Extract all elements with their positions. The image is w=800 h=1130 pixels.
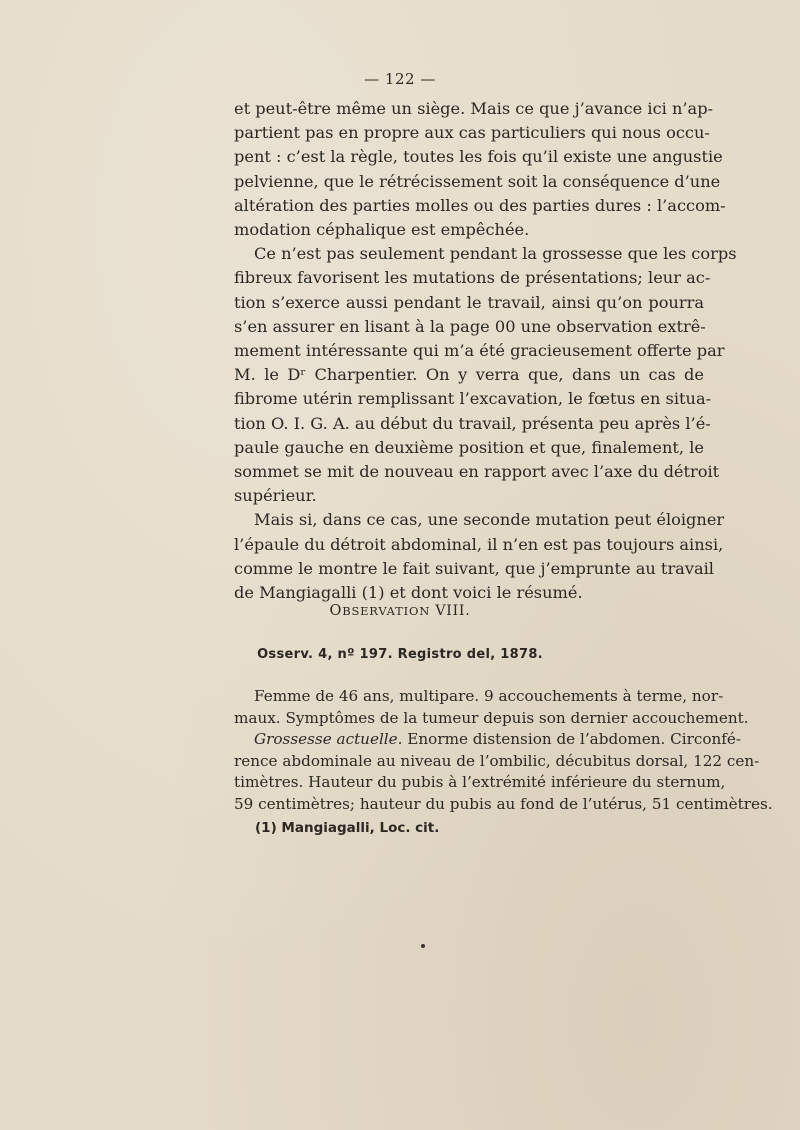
text-line: de Mangiagalli (1) et dont voici le résumé. <box>234 583 583 603</box>
observation-heading-word: BSERVATION <box>342 604 431 618</box>
observation-heading-initial: O <box>329 603 343 619</box>
observation-number: VIII. <box>435 603 471 619</box>
page-number: — 122 — <box>364 70 436 88</box>
text-line: paule gauche en deuxième position et que, finalement, le <box>234 437 704 457</box>
text-line: tion s’exerce aussi pendant le travail, ainsi qu’on pourra <box>234 292 704 312</box>
text-line: pelvienne, que le rétrécissement soit la conséquence d’une <box>234 171 721 191</box>
main-text-body <box>234 97 737 605</box>
text-line: sommet se mit de nouveau en rapport avec l’axe du détroit <box>234 462 720 482</box>
observation-line-text: timètres. Hauteur du pubis à l’extrémité inférieure du sternum, <box>234 773 726 792</box>
text-line: mement intéressante qui m’a été gracieusement offerte par <box>234 341 725 361</box>
ink-speck <box>421 944 425 948</box>
text-line: pent : c’est la règle, toutes les fois qu’il existe une angustie <box>234 147 723 167</box>
observation-reference: Osserv. 4, nº 197. Registro del, 1878. <box>257 647 543 662</box>
text-line: tion O. I. G. A. au début du travail, présenta peu après l’é- <box>234 413 711 433</box>
footnote: (1) Mangiagalli, Loc. cit. <box>255 820 440 836</box>
text-line: altération des parties molles ou des parties dures : l’accom- <box>234 195 726 215</box>
observation-line <box>234 708 749 730</box>
observation-line <box>234 751 760 773</box>
observation-subheading: Grossesse actuelle. <box>254 730 403 749</box>
text-line: Ce n’est pas seulement pendant la grossesse que les corps <box>254 244 737 264</box>
observation-line <box>234 794 773 816</box>
text-line: M. le Dʳ Charpentier. On y verra que, dans un cas de <box>234 365 704 385</box>
observation-line <box>234 686 724 708</box>
text-line: Mais si, dans ce cas, une seconde mutation peut éloigner <box>254 510 725 530</box>
text-line: partient pas en propre aux cas particuliers qui nous occu- <box>234 123 710 143</box>
text-line: comme le montre le fait suivant, que j’emprunte au travail <box>234 558 714 578</box>
text-line: et peut-être même un siège. Mais ce que j’avance ici n’ap- <box>234 99 714 118</box>
observation-line-text: Femme de 46 ans, multipare. 9 accouchements à terme, nor- <box>254 687 724 705</box>
observation-line <box>234 729 742 751</box>
observation-line-text: Enorme distension de l’abdomen. Circonfé- <box>402 730 742 749</box>
text-line: l’épaule du détroit abdominal, il n’en est pas toujours ainsi, <box>234 534 724 554</box>
observation-heading <box>0 603 800 619</box>
text-line: s’en assurer en lisant à la page 00 une observation extrê- <box>234 316 706 336</box>
observation-text-body <box>234 686 773 816</box>
text-line: modation céphalique est empêchée. <box>234 220 530 240</box>
text-line: supérieur. <box>234 486 317 506</box>
text-line: fibreux favorisent les mutations de présentations; leur ac- <box>234 268 711 288</box>
observation-line-text: 59 centimètres; hauteur du pubis au fond de l’utérus, 51 centimètres. <box>234 794 773 813</box>
observation-line-text: rence abdominale au niveau de l’ombilic, décubitus dorsal, 122 cen- <box>234 751 760 770</box>
observation-line <box>234 772 726 794</box>
text-line: fibrome utérin remplissant l’excavation, le fœtus en situa- <box>234 389 712 409</box>
observation-line-text: maux. Symptômes de la tumeur depuis son dernier accouchement. <box>234 708 749 727</box>
